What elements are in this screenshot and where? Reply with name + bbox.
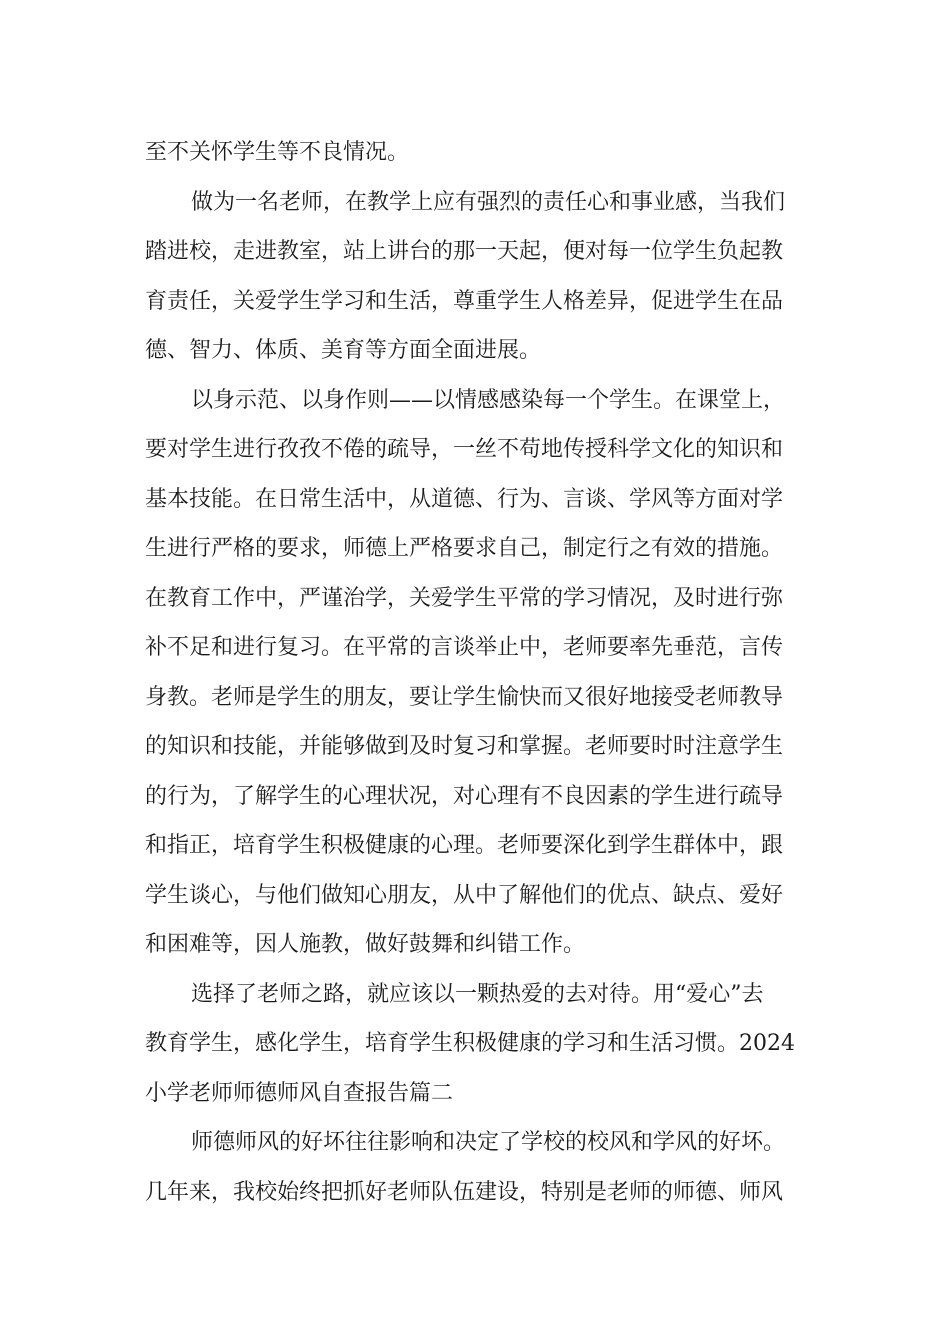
- body-text: [145, 128, 807, 1217]
- text-line: 补不足和进行复习。在平常的言谈举止中，老师要率先垂范，言传: [145, 635, 784, 660]
- text-line: 生进行严格的要求，师德上严格要求自己，制定行之有效的措施。: [145, 536, 784, 561]
- text-line: 的知识和技能，并能够做到及时复习和掌握。老师要时时注意学生: [145, 734, 784, 759]
- text-line: 要对学生进行孜孜不倦的疏导，一丝不苟地传授科学文化的知识和: [145, 437, 784, 462]
- text-line: 小学老师师德师风自查报告篇二: [145, 1080, 454, 1106]
- text-line: 几年来，我校始终把抓好老师队伍建设，特别是老师的师德、师风: [145, 1179, 784, 1205]
- text-line: 身教。老师是学生的朋友，要让学生愉快而又很好地接受老师教导: [145, 684, 784, 710]
- text-line: 选择了老师之路，就应该以一颗热爱的去对待。用“爱心”去: [191, 981, 764, 1007]
- text-line: 在教育工作中，严谨治学，关爱学生平常的学习情况，及时进行弥: [145, 585, 784, 611]
- text-line: 以身示范、以身作则——以情感感染每一个学生。在课堂上，: [191, 387, 786, 413]
- text-line: 师德师风的好坏往往影响和决定了学校的校风和学风的好坏。: [191, 1130, 786, 1155]
- text-line: 和困难等，因人施教，做好鼓舞和纠错工作。: [145, 932, 586, 957]
- text-line: 育责任，关爱学生学习和生活，尊重学生人格差异，促进学生在品: [145, 288, 784, 314]
- text-line: 做为一名老师，在教学上应有强烈的责任心和事业感，当我们: [191, 189, 786, 215]
- text-line: 的行为，了解学生的心理状况，对心理有不良因素的学生进行疏导: [145, 783, 784, 809]
- text-line: 德、智力、体质、美育等方面全面进展。: [145, 338, 542, 363]
- text-line: 基本技能。在日常生活中，从道德、行为、言谈、学风等方面对学: [145, 486, 784, 512]
- text-line: 踏进校，走进教室，站上讲台的那一天起，便对每一位学生负起教: [145, 239, 784, 264]
- text-line: 至不关怀学生等不良情况。: [145, 140, 410, 165]
- text-line: 学生谈心，与他们做知心朋友，从中了解他们的优点、缺点、爱好: [145, 882, 784, 908]
- text-line: 和指正，培育学生积极健康的心理。老师要深化到学生群体中，跟: [145, 833, 784, 858]
- text-line: 教育学生，感化学生，培育学生积极健康的学习和生活习惯。2024: [145, 1031, 795, 1056]
